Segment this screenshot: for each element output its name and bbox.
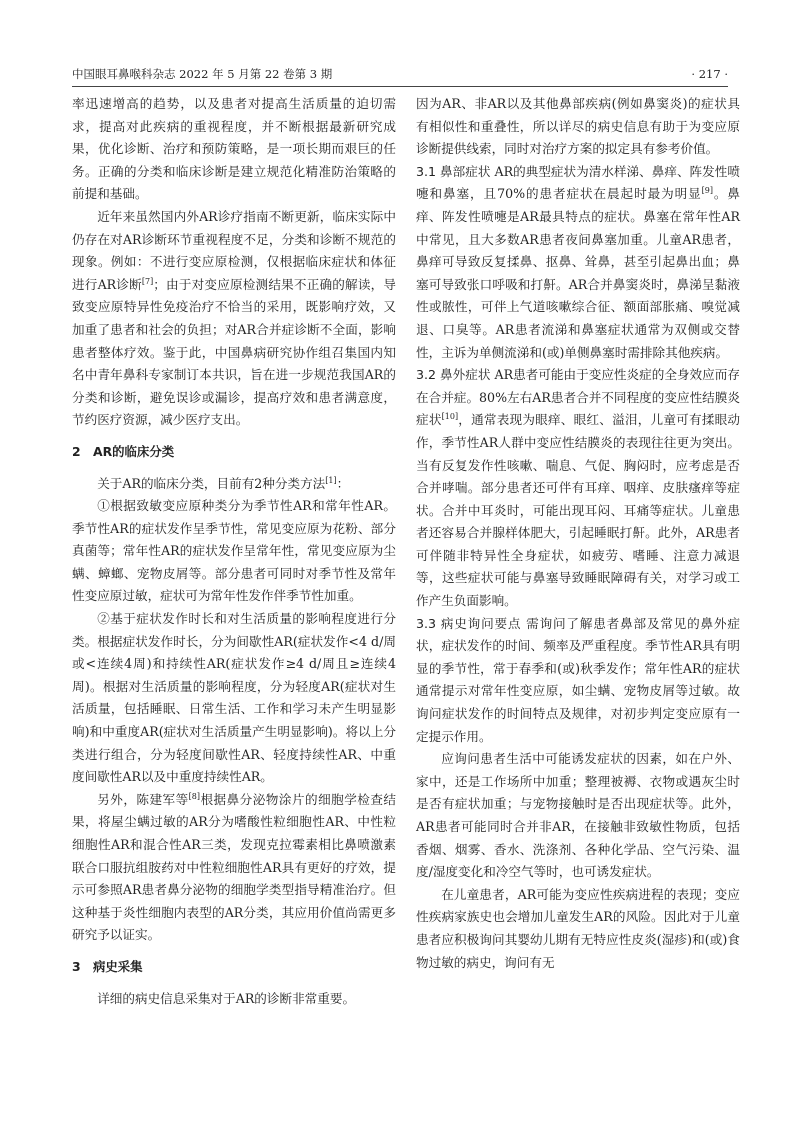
paragraph: 近年来虽然国内外AR诊疗指南不断更新，临床实际中仍存在对AR诊断环节重视程度不足，分类和诊断不规范的现象。例如：不进行变应原检测，仅根据临床症状和体征进行AR诊断[7]；由于对变应原检测结果不正确的解读，导致变应原特异性免疫治疗不恰当的采用，既影响疗效，又加重了患者和社会的负担；对AR合并症诊断不全面，影响患者整体疗效。鉴于此，中国鼻病研究协作组召集国内知名中青年鼻科专家制订本共识，旨在进一步规范我国AR的分类和诊断，避免误诊或漏诊，提高疗效和患者满意度，节约医疗资源，减少医疗支出。 [72, 208, 397, 428]
subsection-paragraph: 3.3 病史询问要点 需询问了解患者鼻部及常见的鼻外症状，症状发作的时间、频率及严重程度。季节性AR具有明显的季节性，常于春季和(或)秋季发作；常年性AR的症状通常提示对常年性变应原，如尘螨、宠物皮屑等过敏。故询问症状发作的时间特点及规律，对初步判定变应原有一定提示作用。 [416, 615, 740, 744]
paragraph: 在儿童患者，AR可能为变应性疾病进程的表现；变应性疾病家族史也会增加儿童发生AR的风险。因此对于儿童患者应积极询问其婴幼儿期有无特应性皮炎(湿疹)和(或)食物过敏的病史，询问有无 [416, 886, 740, 970]
running-header [72, 66, 728, 87]
paragraph: 因为AR、非AR以及其他鼻部疾病(例如鼻窦炎)的症状具有相似性和重叠性，所以详尽的病史信息有助于为变应原诊断提供线索，同时对治疗方案的拟定具有参考价值。 [416, 96, 740, 157]
paragraph: ②基于症状发作时长和对生活质量的影响程度进行分类。根据症状发作时长，分为间歇性AR(症状发作<4 d/周或<连续4周)和持续性AR(症状发作≥4 d/周且≥连续4周)。根据对生活质量的影响程度，分为轻度AR(症状对生活质量，包括睡眠、日常生活、工作和学习未产生明显影响)和中重度AR(症状对生活质量产生明显影响)。将以上分类进行组合，分为轻度间歇性AR、轻度持续性AR、中重度间歇性AR以及中重度持续性AR。 [72, 611, 396, 785]
subsection-heading: 3.2 鼻外症状 [416, 367, 491, 383]
citation: [9] [701, 186, 713, 196]
subsection-paragraph: 3.2 鼻外症状 AR患者可能由于变应性炎症的全身效应而存在合并症。80%左右AR患者合并不同程度的变应性结膜炎症状[10]，通常表现为眼痒、眼红、溢泪，儿童可有揉眼动作，季节性AR人群中变应性结膜炎的表现往往更为突出。当有反复发作性咳嗽、喘息、气促、胸闷时，应考虑是否合并哮喘。部分患者还可伴有耳痒、咽痒、皮肤瘙痒等症状。合并中耳炎时，可能出现耳闷、耳痛等症状。儿童患者还容易合并腺样体肥大，引起睡眠打鼾。此外，AR患者可伴随非特异性全身症状，如疲劳、嗜睡、注意力减退等，这些症状可能与鼻塞导致睡眠障碍有关，对学习或工作产生负面影响。 [416, 367, 741, 609]
paragraph: ①根据致敏变应原种类分为季节性AR和常年性AR。季节性AR的症状发作呈季节性，常见变应原为花粉、部分真菌等；常年性AR的症状发作呈常年性，常见变应原为尘螨、蟑螂、宠物皮屑等。部分患者可同时对季节性及常年性变应原过敏，症状可为常年性发作伴季节性加重。 [72, 498, 396, 604]
paragraph: 应询问患者生活中可能诱发症状的因素，如在户外、家中，还是工作场所中加重；整理被褥、衣物或遇灰尘时是否有症状加重；与宠物接触时是否出现症状等。此外，AR患者可能同时合并非AR，在接触非致敏性物质，包括香烟、烟雾、香水、洗涤剂、各种化学品、空气污染、温度/湿度变化和冷空气等时，也可诱发症状。 [416, 751, 740, 880]
paragraph: 关于AR的临床分类，目前有2种分类方法[1]： [97, 475, 350, 491]
section-heading: 3 病史采集 [72, 958, 143, 974]
paragraph: 另外，陈建军等[8]根据鼻分泌物涂片的细胞学检查结果，将屋尘螨过敏的AR分为嗜酸性粒细胞性AR、中性粒细胞性AR和混合性AR三类，发现克拉霉素相比鼻喷激素联合口服抗组胺药对中性粒细胞性AR具有更好的疗效，提示可参照AR患者鼻分泌物的细胞学类型指导精准治疗。但这种基于炎性细胞内表型的AR分类，其应用价值尚需更多研究予以证实。 [72, 791, 397, 943]
paragraph: 详细的病史信息采集对于AR的诊断非常重要。 [97, 990, 356, 1006]
subsection-paragraph: 3.1 鼻部症状 AR的典型症状为清水样涕、鼻痒、阵发性喷嚏和鼻塞，且70%的患者症状在晨起时最为明显[9]。鼻痒、阵发性喷嚏是AR最具特点的症状。鼻塞在常年性AR中常见，且大多数AR患者夜间鼻塞加重。儿童AR患者，鼻痒可导致反复揉鼻、抠鼻、耸鼻，甚至引起鼻出血；鼻塞可导致张口呼吸和打鼾。AR合并鼻窦炎时，鼻涕呈黏液性或脓性，可伴上气道咳嗽综合征、额面部胀痛、嗅觉减退、口臭等。AR患者流涕和鼻塞症状通常为双侧或交替性，主诉为单侧流涕和(或)单侧鼻塞时需排除其他疾病。 [416, 163, 740, 360]
citation: [1] [325, 475, 337, 485]
page-number: · 217 · [691, 67, 728, 81]
section-heading: 2 AR的临床分类 [72, 443, 175, 459]
subsection-heading: 3.3 病史询问要点 [416, 615, 522, 631]
citation: [8] [188, 791, 200, 801]
left-column [72, 93, 396, 1010]
journal-info: 中国眼耳鼻喉科杂志 2022 年 5 月第 22 卷第 3 期 [72, 67, 333, 81]
right-column [416, 93, 740, 974]
citation: [7] [141, 276, 154, 286]
citation: [10] [441, 412, 459, 422]
subsection-heading: 3.1 鼻部症状 [416, 163, 491, 179]
paragraph: 率迅速增高的趋势，以及患者对提高生活质量的迫切需求，提高对此疾病的重视程度，并不断根据最新研究成果，优化诊断、治疗和预防策略，是一项长期而艰巨的任务。正确的分类和临床诊断是建立规范化精准防治策略的前提和基础。 [72, 96, 396, 202]
